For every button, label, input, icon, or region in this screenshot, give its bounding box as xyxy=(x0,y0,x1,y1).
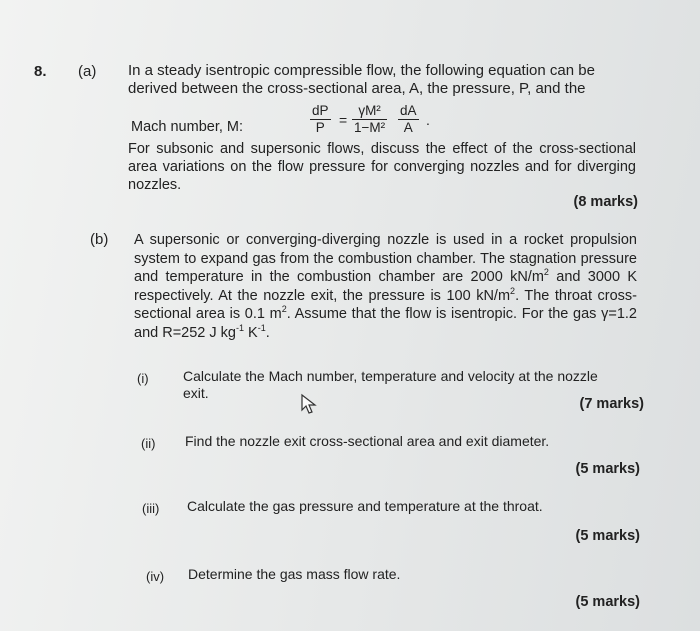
subpart-i-marks: (7 marks) xyxy=(579,396,644,412)
subpart-i-text-cont: exit. xyxy=(183,385,209,401)
part-a-marks: (8 marks) xyxy=(573,194,638,210)
part-b-paragraph: A supersonic or converging-diverging nozzle is used in a rocket propulsion system to expand gas from the combustion chamber. The stagnation pressure and temperature in the combustion chamber are 2000 $kN/m^2$ and 3000 K respectively. At the nozzle exit, the pressure is 100 $kN/m^2$. The throat cross-sectional area is 0.1 $m^2$. Assume that the flow is isentropic. For the gas γ=1.2 and R=252 J $kg^{-1}$ $K^{-1}$. xyxy=(134,232,637,341)
subpart-ii-marks: (5 marks) xyxy=(575,461,640,477)
equation-equals: = xyxy=(339,112,348,128)
equation-lhs-fraction: $\frac{dP}{P}$ xyxy=(312,103,329,135)
subpart-iv-marks: (5 marks) xyxy=(575,594,640,610)
subpart-iii-marks: (5 marks) xyxy=(575,528,640,544)
mouse-pointer-icon xyxy=(300,393,320,415)
subpart-iii-label: (iii) xyxy=(142,501,160,516)
part-b-label: (b) xyxy=(90,231,109,248)
part-a-line2: derived between the cross-sectional area, A, the pressure, P, and the xyxy=(128,80,586,97)
question-number: 8. xyxy=(34,63,47,80)
subpart-i-text: Calculate the Mach number, temperature and velocity at the nozzle xyxy=(183,368,598,384)
part-a-paragraph: For subsonic and supersonic flows, discuss the effect of the cross-sectional area variations on the flow pressure for converging nozzles and for diverging nozzles. xyxy=(128,141,636,193)
equation-area-fraction: $\frac{dA}{A}$ xyxy=(400,103,417,135)
subpart-iii-text: Calculate the gas pressure and temperature at the throat. xyxy=(187,498,543,514)
subpart-iv-text: Determine the gas mass flow rate. xyxy=(188,566,401,582)
subpart-iv-label: (iv) xyxy=(146,569,165,584)
part-a-line1: In a steady isentropic compressible flow, the following equation can be xyxy=(128,62,595,79)
equation-period: . xyxy=(426,112,430,128)
subpart-ii-label: (ii) xyxy=(141,436,156,451)
subpart-ii-text: Find the nozzle exit cross-sectional area and exit diameter. xyxy=(185,433,550,449)
subpart-i-label: (i) xyxy=(137,371,149,386)
mach-number-label: Mach number, M: xyxy=(131,119,244,135)
part-a-label: (a) xyxy=(78,63,97,80)
equation-mach-fraction: $\frac{\text{γM²}}{\text{1−M²}}$ xyxy=(354,103,386,135)
